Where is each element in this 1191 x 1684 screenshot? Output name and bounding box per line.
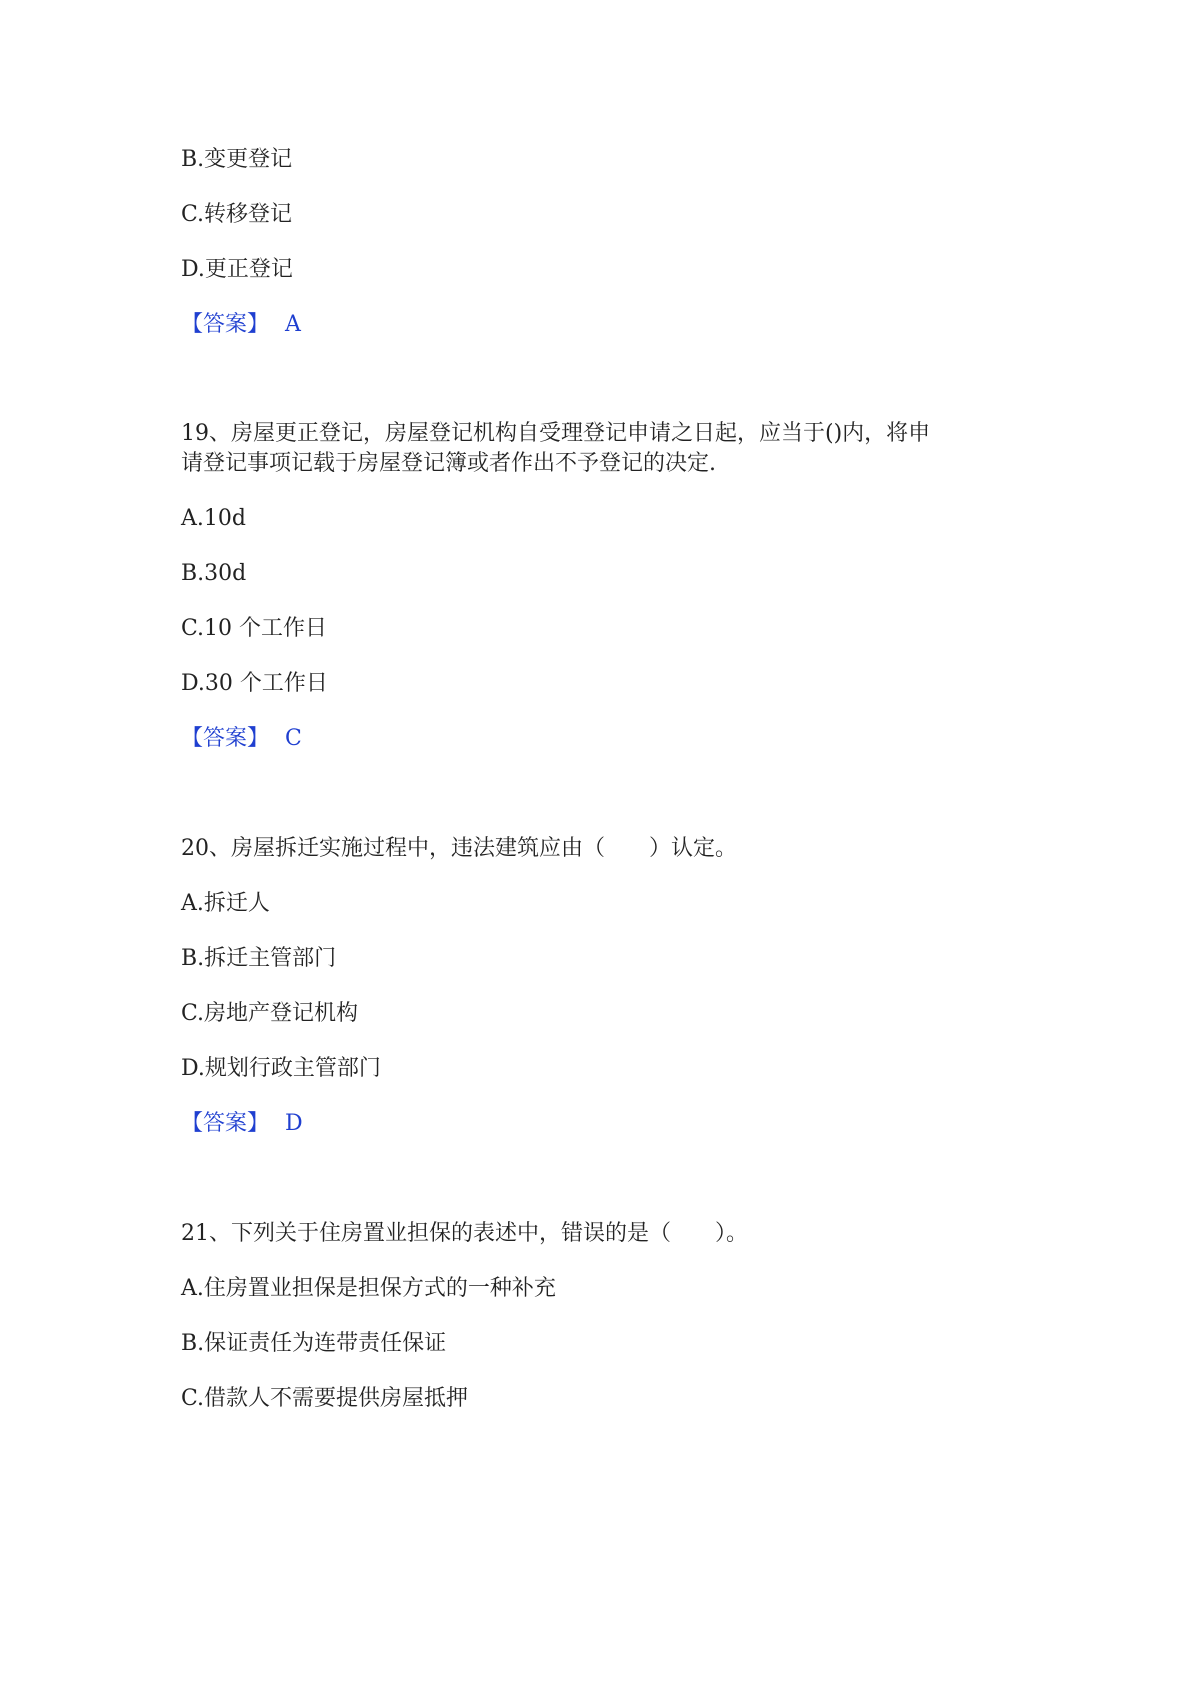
q21-option-c: C.借款人不需要提供房屋抵押 [181,1386,469,1411]
q19-stem-line1: 19、房屋更正登记，房屋登记机构自受理登记申请之日起，应当于()内，将申 [181,421,931,446]
q18-option-b: B.变更登记 [181,147,293,172]
answer-letter: A [285,312,301,337]
q19-answer [181,726,302,752]
answer-label: 【答案】 [181,726,270,751]
q19-option-d: D.30 个工作日 [181,671,328,696]
q18-option-d: D.更正登记 [181,257,293,282]
answer-letter: C [285,726,302,751]
q18-answer [181,312,301,338]
q20-option-c: C.房地产登记机构 [181,1001,359,1026]
q20-answer [181,1111,303,1137]
q19-option-a: A.10d [181,506,246,531]
q19-option-c: C.10 个工作日 [181,616,328,641]
q20-option-a: A.拆迁人 [181,891,270,916]
q21-option-b: B.保证责任为连带责任保证 [181,1331,447,1356]
q18-option-c: C.转移登记 [181,202,293,227]
q21-stem: 21、下列关于住房置业担保的表述中，错误的是（ ）。 [181,1221,748,1246]
q19-stem-line2: 请登记事项记载于房屋登记簿或者作出不予登记的决定. [181,451,716,476]
q20-option-d: D.规划行政主管部门 [181,1056,381,1081]
answer-letter: D [285,1111,303,1136]
q20-stem: 20、房屋拆迁实施过程中，违法建筑应由（ ）认定。 [181,836,737,861]
q21-option-a: A.住房置业担保是担保方式的一种补充 [181,1276,556,1301]
q20-option-b: B.拆迁主管部门 [181,946,337,971]
answer-label: 【答案】 [181,1111,270,1136]
answer-label: 【答案】 [181,312,270,337]
q19-option-b: B.30d [181,561,247,586]
